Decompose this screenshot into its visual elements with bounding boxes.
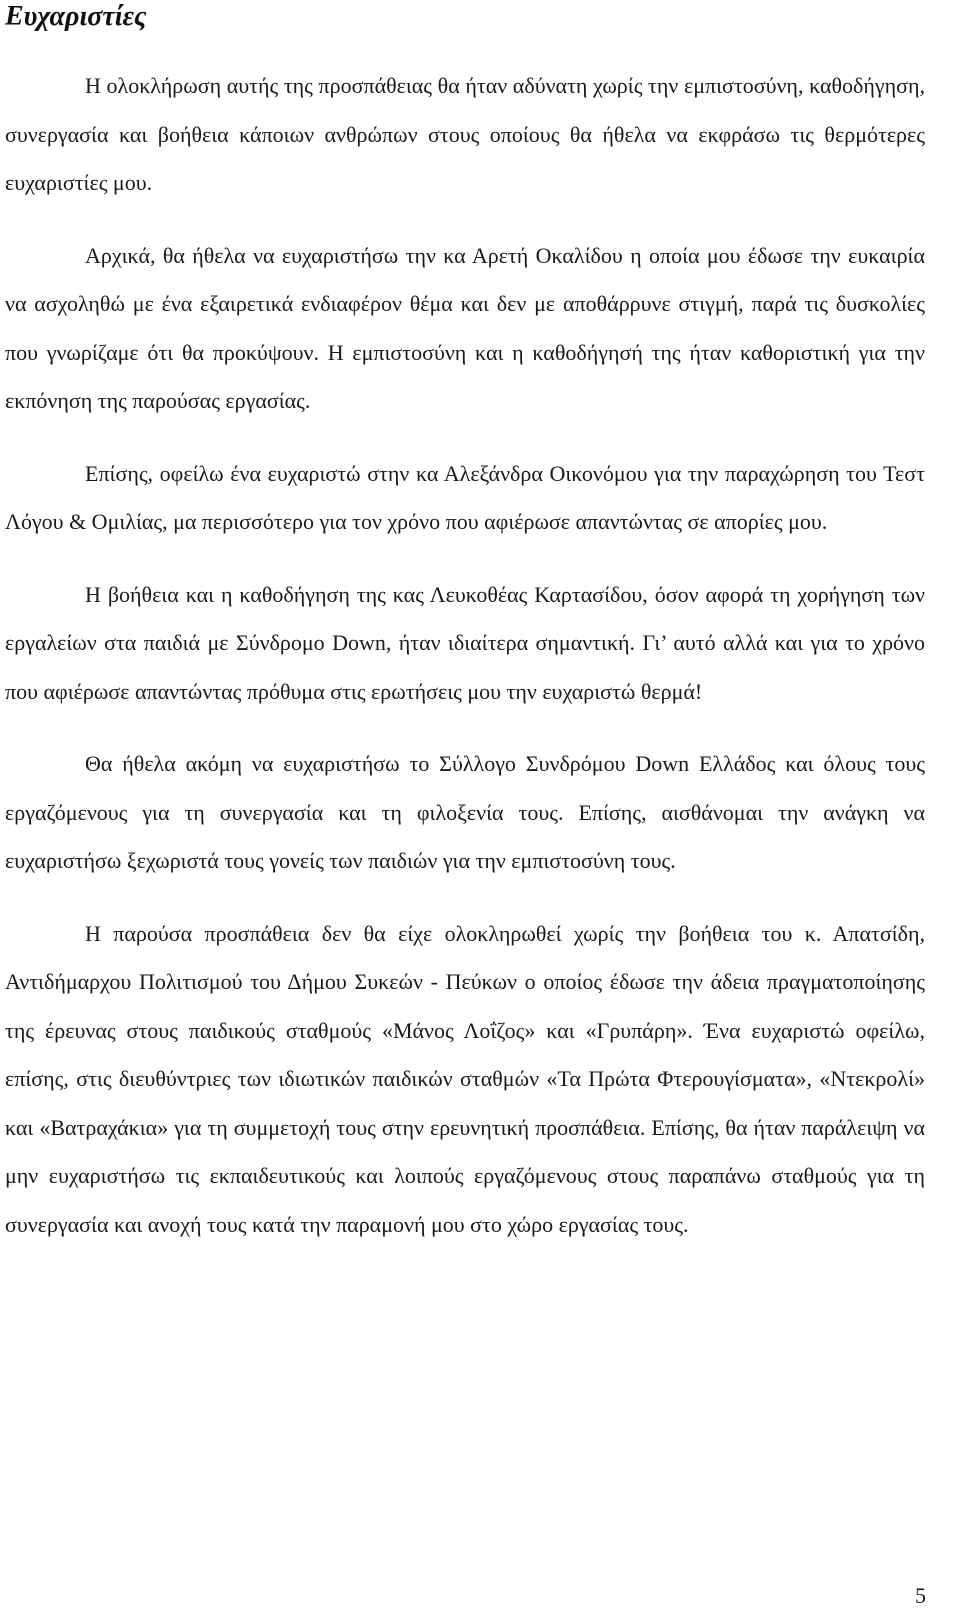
page-number: 5: [915, 1583, 926, 1608]
page-title: Ευχαριστίες: [5, 1, 147, 32]
paragraph-1: Η ολοκλήρωση αυτής της προσπάθειας θα ήταν αδύνατη χωρίς την εμπιστοσύνη, καθοδήγηση, συνεργασία και βοήθεια κάποιων ανθρώπων στους οποίους θα ήθελα να εκφράσω τις θερμότερες ευχαριστίες μου.: [5, 73, 925, 195]
paragraph-2: Αρχικά, θα ήθελα να ευχαριστήσω την κα Αρετή Οκαλίδου η οποία μου έδωσε την ευκαιρία να ασχοληθώ με ένα εξαιρετικά ενδιαφέρον θέμα και δεν με αποθάρρυνε στιγμή, παρά τις δυσκολίες που γνωρίζαμε ότι θα προκύψουν. Η εμπιστοσύνη και η καθοδήγησή της ήταν καθοριστική για την εκπόνηση της παρούσας εργασίας.: [5, 242, 925, 413]
paragraph-5: Θα ήθελα ακόμη να ευχαριστήσω το Σύλλογο Συνδρόμου Down Ελλάδος και όλους τους εργαζόμενους για τη συνεργασία και τη φιλοξενία τους. Επίσης, αισθάνομαι την ανάγκη να ευχαριστήσω ξεχωριστά τους γονείς των παιδιών για την εμπιστοσύνη τους.: [5, 751, 925, 873]
paragraph-4: Η βοήθεια και η καθοδήγηση της κας Λευκοθέας Καρτασίδου, όσον αφορά τη χορήγηση των εργαλείων στα παιδιά με Σύνδρομο Down, ήταν ιδιαίτερα σημαντική. Γι’ αυτό αλλά και για το χρόνο που αφιέρωσε απαντώντας πρόθυμα στις ερωτήσεις μου την ευχαριστώ θερμά!: [5, 581, 925, 704]
paragraph-3: Επίσης, οφείλω ένα ευχαριστώ στην κα Αλεξάνδρα Οικονόμου για την παραχώρηση του Τεστ Λόγου & Ομιλίας, μα περισσότερο για τον χρόνο που αφιέρωσε απαντώντας σε απορίες μου.: [5, 460, 925, 534]
paragraph-6: Η παρούσα προσπάθεια δεν θα είχε ολοκληρωθεί χωρίς την βοήθεια του κ. Απατσίδη, Αντιδήμαρχου Πολιτισμού του Δήμου Συκεών - Πεύκων ο οποίος έδωσε την άδεια πραγματοποίησης της έρευνας στους παιδικούς σταθμούς «Μάνος Λοΐζος» και «Γρυπάρη». Ένα ευχαριστώ οφείλω, επίσης, στις διευθύντριες των ιδιωτικών παιδικών σταθμών «Τα Πρώτα Φτερουγίσματα», «Ντεκρολί» και «Βατραχάκια» για τη συμμετοχή τους στην ερευνητική προσπάθεια. Επίσης, θα ήταν παράλειψη να μην ευχαριστήσω τις εκπαιδευτικούς και λοιπούς εργαζόμενους στους παραπάνω σταθμούς για τη συνεργασία και ανοχή τους κατά την παραμονή μου στο χώρο εργασίας τους.: [5, 920, 925, 1237]
body-text: [5, 62, 925, 1273]
